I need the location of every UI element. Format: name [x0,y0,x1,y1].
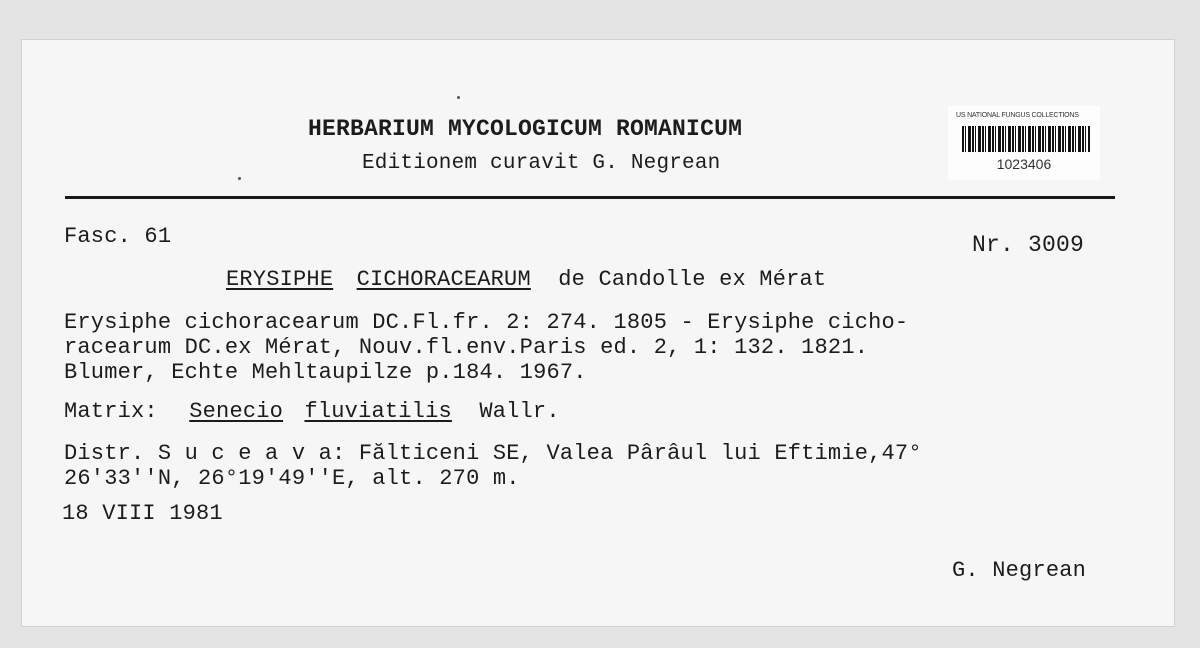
barcode-sticker [948,106,1100,180]
synonymy-line: Erysiphe cichoracearum DC.Fl.fr. 2: 274. 1805 - Erysiphe cicho- [64,310,909,335]
label-subtitle: Editionem curavit G. Negrean [362,152,721,175]
synonymy-line: racearum DC.ex Mérat, Nouv.fl.env.Paris ed. 2, 1: 132. 1821. [64,335,869,360]
header-divider [65,196,1115,199]
fascicle: Fasc. 61 [64,224,172,249]
label-title: HERBARIUM MYCOLOGICUM ROMANICUM [308,116,743,142]
matrix-label: Matrix: [64,399,158,424]
host-authority: Wallr. [479,399,560,424]
taxon-authority: de Candolle ex Mérat [558,267,827,292]
taxon-line [226,267,826,292]
exsiccata-number: Nr. 3009 [972,232,1085,258]
ink-speck [457,96,460,99]
host-genus: Senecio [189,399,284,424]
ink-speck [238,177,241,180]
barcode-number: 1023406 [996,156,1052,172]
taxon-genus: ERYSIPHE [226,267,334,292]
collection-date: 18 VIII 1981 [62,501,223,526]
host-epithet: fluviatilis [304,399,452,424]
barcode-institution: US NATIONAL FUNGUS COLLECTIONS [956,112,1079,119]
barcode-bars [962,126,1090,152]
synonymy-line: Blumer, Echte Mehltaupilze p.184. 1967. [64,360,587,385]
matrix-line [64,399,560,424]
collector: G. Negrean [952,558,1087,583]
distribution-line: 26'33''N, 26°19'49''E, alt. 270 m. [64,466,520,491]
distribution-line: Distr. S u c e a v a: Fălticeni SE, Valea Pârâul lui Eftimie,47° [64,441,922,466]
herbarium-label [0,10,1160,610]
taxon-epithet: CICHORACEARUM [356,267,531,292]
